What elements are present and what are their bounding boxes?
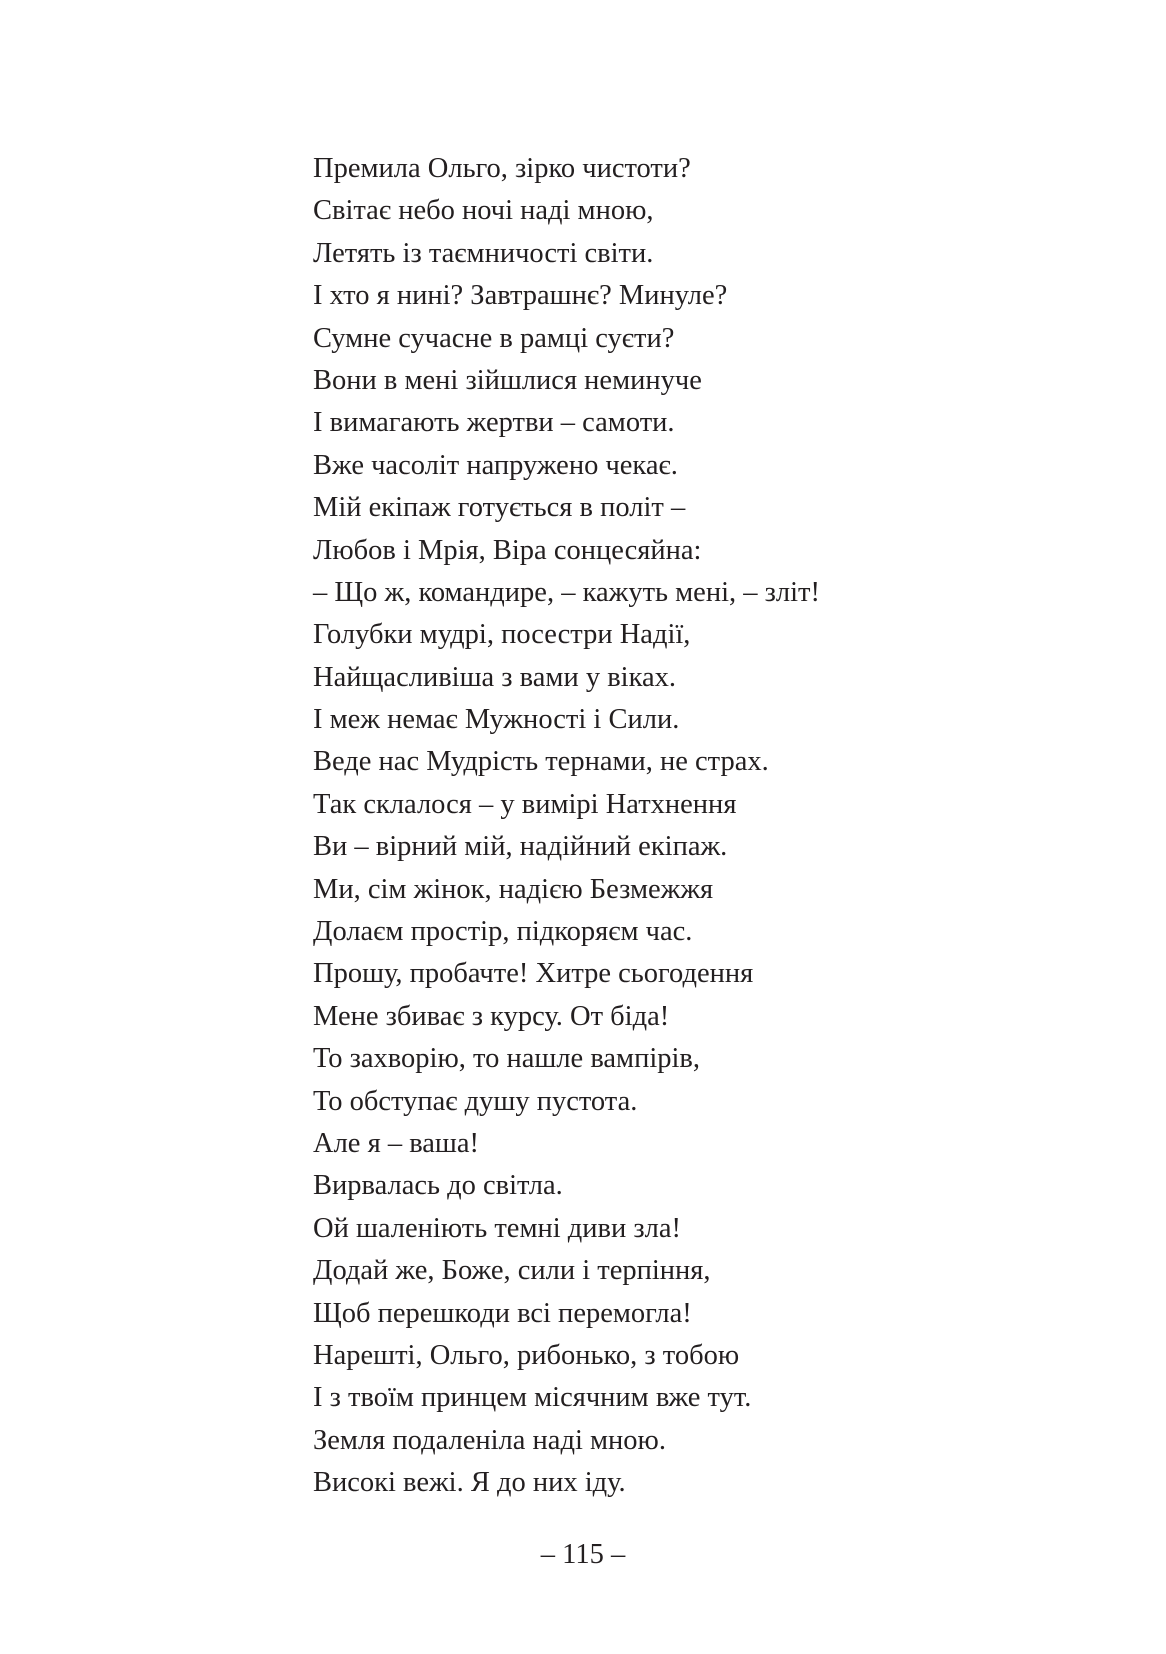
poem-line: Ви – вірний мій, надійний екіпаж. <box>313 831 728 863</box>
poem-line: Голубки мудрі, посестри Надії, <box>313 619 691 651</box>
poem-line: То захворію, то нашле вампірів, <box>313 1043 701 1075</box>
poem-line: Мене збиває з курсу. От біда! <box>313 1000 670 1032</box>
poem-line: Щоб перешкоди всі перемогла! <box>313 1297 692 1329</box>
poem-line: Прошу, пробачте! Хитре сьогодення <box>313 958 754 990</box>
poem-line: Найщасливіша з вами у віках. <box>313 661 677 693</box>
poem-text <box>313 148 820 1505</box>
poem-line: Нарешті, Ольго, рибонько, з тобою <box>313 1339 740 1371</box>
poem-line: І хто я нині? Завтрашнє? Минуле? <box>313 280 728 312</box>
page-number: – 115 – <box>540 1539 626 1570</box>
poem-line: Вирвалась до світла. <box>313 1170 563 1202</box>
poem-line: Вони в мені зійшлися неминуче <box>313 364 702 396</box>
poem-line: Любов і Мрія, Віра сонцесяйна: <box>313 534 702 566</box>
poem-line: Так склалося – у вимірі Натхнення <box>313 788 737 820</box>
poem-line: І вимагають жертви – самоти. <box>313 407 675 439</box>
poem-line: Ой шаленіють темні диви зла! <box>313 1212 681 1244</box>
poem-line: Летять із таємничості світи. <box>313 237 654 269</box>
poem-line: Долаєм простір, підкоряєм час. <box>313 916 693 948</box>
poem-line: Але я – ваша! <box>313 1127 480 1159</box>
poem-line: Сумне сучасне в рамці суєти? <box>313 322 675 354</box>
poem-line: Ми, сім жінок, надією Безмежжя <box>313 873 714 905</box>
poem-line: Мій екіпаж готується в політ – <box>313 492 686 524</box>
poem-line: Премила Ольго, зірко чистоти? <box>313 153 691 184</box>
poem-line: І меж немає Мужності і Сили. <box>313 704 680 736</box>
poem-line: То обступає душу пустота. <box>313 1085 638 1117</box>
poem-line: Вже часоліт напружено чекає. <box>313 449 678 481</box>
poem-line: Високі вежі. Я до них іду. <box>313 1467 626 1499</box>
poem-line: Земля подаленіла наді мною. <box>313 1424 666 1456</box>
poem-line: Світає небо ночі наді мною, <box>313 195 654 227</box>
poem-line: Веде нас Мудрість тернами, не страх. <box>313 746 769 778</box>
poem-line: Додай же, Боже, сили і терпіння, <box>313 1255 711 1287</box>
poem-line: – Що ж, командире, – кажуть мені, – зліт! <box>313 576 820 608</box>
poem-line: І з твоїм принцем місячним вже тут. <box>313 1382 752 1414</box>
